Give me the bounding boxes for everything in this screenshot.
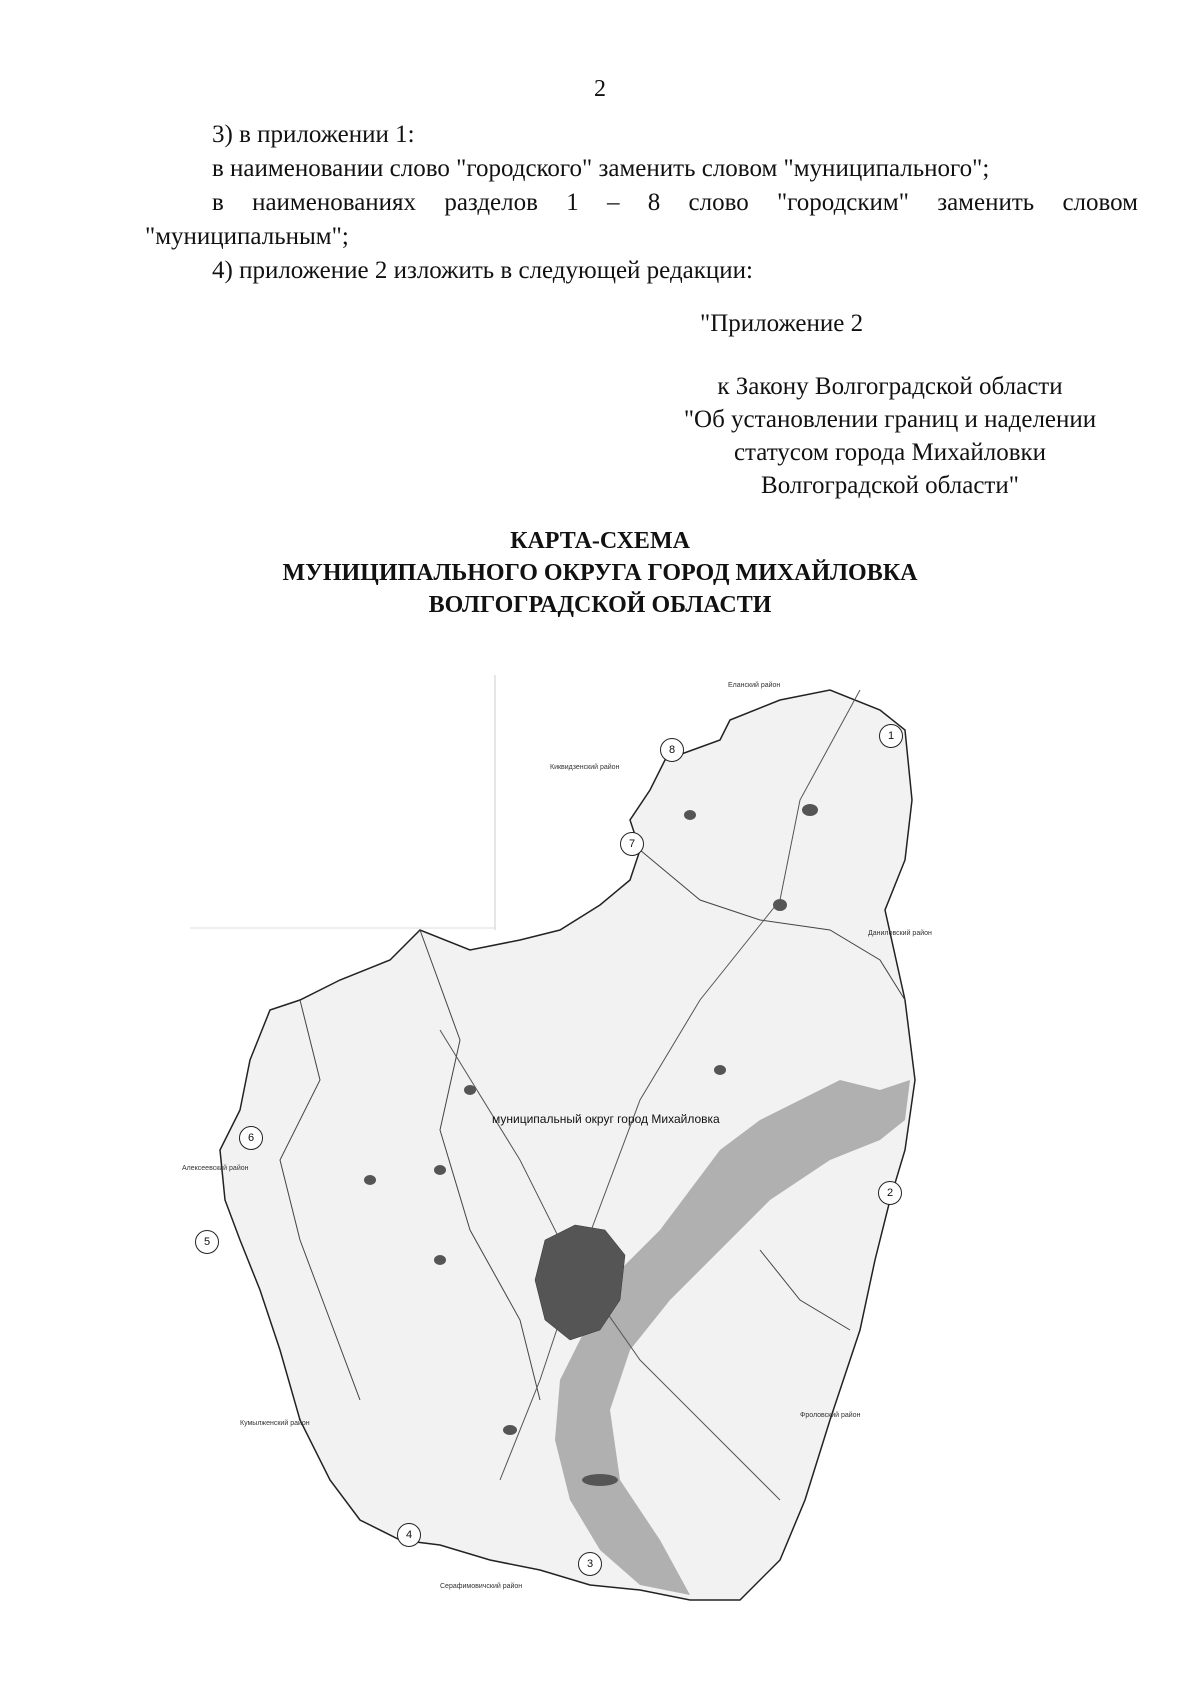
settlement [714,1065,726,1075]
boundary-marker-5: 5 [195,1230,219,1254]
appendix-ref-line: к Закону Волгоградской области [717,373,1063,400]
settlement [582,1474,618,1486]
paragraph-item-4: 4) приложение 2 изложить в следующей редакции: [212,257,753,284]
boundary-marker-7: 7 [620,832,644,856]
boundary-marker-3: 3 [578,1552,602,1576]
settlement [464,1085,476,1095]
settlement [434,1165,446,1175]
appendix-ref-line: Волгоградской области" [761,472,1019,499]
paragraph-name-change: в наименовании слово "городского" заменить словом "муниципального"; [212,155,990,182]
settlement [773,899,787,911]
boundary-marker-2: 2 [878,1181,902,1205]
settlement [802,804,818,816]
appendix-ref-line: статусом города Михайловки [733,439,1047,466]
district-label-alekseevsky: Алексеевский район [182,1165,249,1172]
settlement [434,1255,446,1265]
map-title-line: ВОЛГОГРАДСКОЙ ОБЛАСТИ [428,592,772,618]
boundary-marker-4: 4 [397,1523,421,1547]
district-label-kikvidzensky: Киквидзенский район [550,764,620,771]
district-label-kumylzhensky: Кумылженский район [240,1420,310,1427]
map-title-line: МУНИЦИПАЛЬНОГО ОКРУГА ГОРОД МИХАЙЛОВКА [282,560,918,586]
map-center-label: муниципальный округ город Михайловка [492,1112,720,1126]
paragraph-item-3: 3) в приложении 1: [212,121,415,148]
district-label-serafimovichsky: Серафимовичский район [440,1583,523,1590]
settlement [684,810,696,820]
paragraph-sections-change-cont: "муниципальным"; [145,223,349,250]
paragraph-sections-change: в наименованиях разделов 1 – 8 слово "городским" заменить словом [212,189,1138,216]
settlement [364,1175,376,1185]
settlement [503,1425,517,1435]
district-label-danilovsky: Даниловский район [868,930,932,937]
boundary-marker-8: 8 [660,738,684,762]
district-label-elansky: Еланский район [728,682,781,689]
map-title-line: КАРТА-СХЕМА [510,528,690,554]
district-label-frolovsky: Фроловский район [800,1412,861,1419]
appendix-title: "Приложение 2 [700,310,864,337]
appendix-ref-line: "Об установлении границ и наделении [683,406,1097,433]
boundary-marker-1: 1 [879,724,903,748]
page-number: 2 [594,76,606,102]
boundary-marker-6: 6 [239,1126,263,1150]
